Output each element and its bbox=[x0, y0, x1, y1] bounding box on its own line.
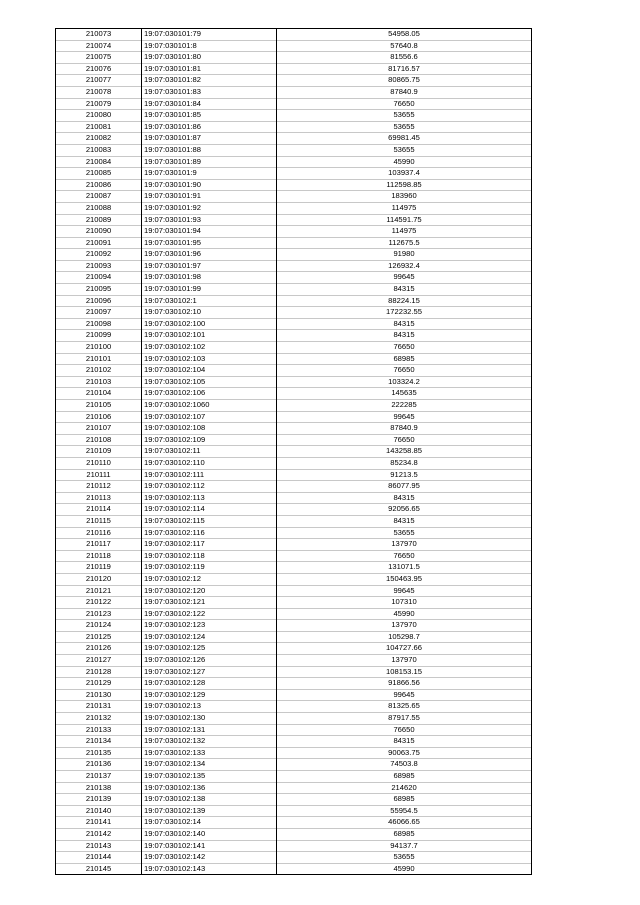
cadastral-number-cell: 19:07:030102:12 bbox=[142, 573, 277, 585]
table-row bbox=[56, 446, 532, 458]
cadastral-number-cell: 19:07:030101:94 bbox=[142, 226, 277, 238]
cadastral-value-cell: 137970 bbox=[277, 539, 532, 551]
cadastral-value-cell: 126932.4 bbox=[277, 260, 532, 272]
table-row bbox=[56, 840, 532, 852]
cadastral-value-cell: 45990 bbox=[277, 156, 532, 168]
table-row bbox=[56, 481, 532, 493]
cadastral-number-cell: 19:07:030102:128 bbox=[142, 678, 277, 690]
cadastral-number-cell: 19:07:030102:120 bbox=[142, 585, 277, 597]
cadastral-value-cell: 45990 bbox=[277, 608, 532, 620]
row-id-cell: 210137 bbox=[56, 771, 142, 783]
row-id-cell: 210142 bbox=[56, 828, 142, 840]
table-row bbox=[56, 782, 532, 794]
row-id-cell: 210129 bbox=[56, 678, 142, 690]
cadastral-number-cell: 19:07:030102:112 bbox=[142, 481, 277, 493]
cadastral-number-cell: 19:07:030101:8 bbox=[142, 40, 277, 52]
cadastral-value-cell: 92056.65 bbox=[277, 504, 532, 516]
row-id-cell: 210116 bbox=[56, 527, 142, 539]
table-row bbox=[56, 863, 532, 875]
cadastral-value-cell: 68985 bbox=[277, 353, 532, 365]
cadastral-value-cell: 112675.5 bbox=[277, 237, 532, 249]
row-id-cell: 210098 bbox=[56, 318, 142, 330]
row-id-cell: 210088 bbox=[56, 202, 142, 214]
cadastral-number-cell: 19:07:030102:122 bbox=[142, 608, 277, 620]
row-id-cell: 210093 bbox=[56, 260, 142, 272]
cadastral-value-cell: 90063.75 bbox=[277, 747, 532, 759]
table-row bbox=[56, 585, 532, 597]
cadastral-number-cell: 19:07:030102:107 bbox=[142, 411, 277, 423]
table-row bbox=[56, 342, 532, 354]
table-row bbox=[56, 63, 532, 75]
row-id-cell: 210107 bbox=[56, 423, 142, 435]
cadastral-number-cell: 19:07:030101:9 bbox=[142, 168, 277, 180]
row-id-cell: 210076 bbox=[56, 63, 142, 75]
row-id-cell: 210127 bbox=[56, 655, 142, 667]
row-id-cell: 210092 bbox=[56, 249, 142, 261]
row-id-cell: 210081 bbox=[56, 121, 142, 133]
table-row bbox=[56, 156, 532, 168]
table-row bbox=[56, 608, 532, 620]
table-row bbox=[56, 434, 532, 446]
cadastral-number-cell: 19:07:030102:129 bbox=[142, 689, 277, 701]
row-id-cell: 210108 bbox=[56, 434, 142, 446]
cadastral-value-cell: 105298.7 bbox=[277, 631, 532, 643]
cadastral-value-cell: 81325.65 bbox=[277, 701, 532, 713]
cadastral-value-cell: 137970 bbox=[277, 620, 532, 632]
table-row bbox=[56, 52, 532, 64]
cadastral-number-cell: 19:07:030102:131 bbox=[142, 724, 277, 736]
table-row bbox=[56, 550, 532, 562]
cadastral-number-cell: 19:07:030101:97 bbox=[142, 260, 277, 272]
cadastral-number-cell: 19:07:030102:123 bbox=[142, 620, 277, 632]
table-row bbox=[56, 573, 532, 585]
cadastral-value-cell: 214620 bbox=[277, 782, 532, 794]
cadastral-number-cell: 19:07:030102:101 bbox=[142, 330, 277, 342]
row-id-cell: 210079 bbox=[56, 98, 142, 110]
row-id-cell: 210111 bbox=[56, 469, 142, 481]
table-row bbox=[56, 121, 532, 133]
cadastral-value-cell: 91980 bbox=[277, 249, 532, 261]
cadastral-value-cell: 54958.05 bbox=[277, 29, 532, 41]
row-id-cell: 210097 bbox=[56, 307, 142, 319]
cadastral-value-cell: 107310 bbox=[277, 597, 532, 609]
table-row bbox=[56, 457, 532, 469]
table-row bbox=[56, 318, 532, 330]
cadastral-number-cell: 19:07:030101:82 bbox=[142, 75, 277, 87]
cadastral-number-cell: 19:07:030101:88 bbox=[142, 144, 277, 156]
table-row bbox=[56, 620, 532, 632]
row-id-cell: 210119 bbox=[56, 562, 142, 574]
cadastral-number-cell: 19:07:030101:93 bbox=[142, 214, 277, 226]
cadastral-number-cell: 19:07:030102:108 bbox=[142, 423, 277, 435]
cadastral-number-cell: 19:07:030102:10 bbox=[142, 307, 277, 319]
cadastral-value-cell: 68985 bbox=[277, 828, 532, 840]
cadastral-value-cell: 68985 bbox=[277, 794, 532, 806]
cadastral-value-cell: 143258.85 bbox=[277, 446, 532, 458]
table-row bbox=[56, 713, 532, 725]
table-row bbox=[56, 562, 532, 574]
cadastral-number-cell: 19:07:030102:132 bbox=[142, 736, 277, 748]
cadastral-number-cell: 19:07:030102:119 bbox=[142, 562, 277, 574]
cadastral-value-cell: 57640.8 bbox=[277, 40, 532, 52]
table-row bbox=[56, 226, 532, 238]
table-row bbox=[56, 631, 532, 643]
table-row bbox=[56, 411, 532, 423]
row-id-cell: 210128 bbox=[56, 666, 142, 678]
row-id-cell: 210135 bbox=[56, 747, 142, 759]
row-id-cell: 210120 bbox=[56, 573, 142, 585]
row-id-cell: 210085 bbox=[56, 168, 142, 180]
cadastral-number-cell: 19:07:030102:111 bbox=[142, 469, 277, 481]
row-id-cell: 210074 bbox=[56, 40, 142, 52]
cadastral-value-cell: 145635 bbox=[277, 388, 532, 400]
cadastral-value-cell: 45990 bbox=[277, 863, 532, 875]
cadastral-value-cell: 88224.15 bbox=[277, 295, 532, 307]
row-id-cell: 210118 bbox=[56, 550, 142, 562]
cadastral-number-cell: 19:07:030102:115 bbox=[142, 515, 277, 527]
table-row bbox=[56, 771, 532, 783]
cadastral-number-cell: 19:07:030102:134 bbox=[142, 759, 277, 771]
table-row bbox=[56, 86, 532, 98]
cadastral-number-cell: 19:07:030101:85 bbox=[142, 110, 277, 122]
cadastral-value-cell: 108153.15 bbox=[277, 666, 532, 678]
row-id-cell: 210103 bbox=[56, 376, 142, 388]
table-row bbox=[56, 423, 532, 435]
table-row bbox=[56, 168, 532, 180]
row-id-cell: 210105 bbox=[56, 400, 142, 412]
cadastral-number-cell: 19:07:030102:109 bbox=[142, 434, 277, 446]
table-row bbox=[56, 272, 532, 284]
table-row bbox=[56, 724, 532, 736]
cadastral-number-cell: 19:07:030102:100 bbox=[142, 318, 277, 330]
cadastral-value-cell: 86077.95 bbox=[277, 481, 532, 493]
cadastral-value-cell: 69981.45 bbox=[277, 133, 532, 145]
cadastral-value-cell: 94137.7 bbox=[277, 840, 532, 852]
cadastral-value-cell: 104727.66 bbox=[277, 643, 532, 655]
cadastral-value-cell: 76650 bbox=[277, 550, 532, 562]
row-id-cell: 210082 bbox=[56, 133, 142, 145]
row-id-cell: 210100 bbox=[56, 342, 142, 354]
cadastral-number-cell: 19:07:030102:124 bbox=[142, 631, 277, 643]
cadastral-value-cell: 91866.56 bbox=[277, 678, 532, 690]
table-row bbox=[56, 597, 532, 609]
cadastral-number-cell: 19:07:030102:143 bbox=[142, 863, 277, 875]
cadastral-number-cell: 19:07:030101:96 bbox=[142, 249, 277, 261]
cadastral-value-cell: 76650 bbox=[277, 98, 532, 110]
cadastral-value-cell: 80865.75 bbox=[277, 75, 532, 87]
cadastral-value-cell: 103937.4 bbox=[277, 168, 532, 180]
row-id-cell: 210143 bbox=[56, 840, 142, 852]
row-id-cell: 210091 bbox=[56, 237, 142, 249]
table-row bbox=[56, 666, 532, 678]
cadastral-number-cell: 19:07:030102:127 bbox=[142, 666, 277, 678]
cadastral-number-cell: 19:07:030102:102 bbox=[142, 342, 277, 354]
row-id-cell: 210131 bbox=[56, 701, 142, 713]
cadastral-number-cell: 19:07:030102:126 bbox=[142, 655, 277, 667]
cadastral-number-cell: 19:07:030102:121 bbox=[142, 597, 277, 609]
cadastral-number-cell: 19:07:030101:84 bbox=[142, 98, 277, 110]
cadastral-number-cell: 19:07:030101:92 bbox=[142, 202, 277, 214]
row-id-cell: 210084 bbox=[56, 156, 142, 168]
table-row bbox=[56, 295, 532, 307]
row-id-cell: 210089 bbox=[56, 214, 142, 226]
table-row bbox=[56, 492, 532, 504]
cadastral-number-cell: 19:07:030101:86 bbox=[142, 121, 277, 133]
table-row bbox=[56, 701, 532, 713]
cadastral-value-cell: 68985 bbox=[277, 771, 532, 783]
table-row bbox=[56, 214, 532, 226]
table-row bbox=[56, 284, 532, 296]
row-id-cell: 210134 bbox=[56, 736, 142, 748]
row-id-cell: 210075 bbox=[56, 52, 142, 64]
row-id-cell: 210087 bbox=[56, 191, 142, 203]
table-row bbox=[56, 191, 532, 203]
row-id-cell: 210138 bbox=[56, 782, 142, 794]
row-id-cell: 210124 bbox=[56, 620, 142, 632]
cadastral-number-cell: 19:07:030102:110 bbox=[142, 457, 277, 469]
cadastral-value-cell: 81556.6 bbox=[277, 52, 532, 64]
table-body bbox=[56, 29, 532, 875]
cadastral-number-cell: 19:07:030102:1060 bbox=[142, 400, 277, 412]
row-id-cell: 210080 bbox=[56, 110, 142, 122]
cadastral-number-cell: 19:07:030102:142 bbox=[142, 852, 277, 864]
row-id-cell: 210136 bbox=[56, 759, 142, 771]
cadastral-number-cell: 19:07:030102:116 bbox=[142, 527, 277, 539]
cadastral-value-cell: 87840.9 bbox=[277, 423, 532, 435]
table-row bbox=[56, 40, 532, 52]
cadastral-value-cell: 53655 bbox=[277, 121, 532, 133]
row-id-cell: 210101 bbox=[56, 353, 142, 365]
row-id-cell: 210123 bbox=[56, 608, 142, 620]
table-row bbox=[56, 144, 532, 156]
row-id-cell: 210110 bbox=[56, 457, 142, 469]
cadastral-number-cell: 19:07:030102:1 bbox=[142, 295, 277, 307]
cadastral-value-cell: 114975 bbox=[277, 202, 532, 214]
table-row bbox=[56, 643, 532, 655]
table-row bbox=[56, 515, 532, 527]
row-id-cell: 210132 bbox=[56, 713, 142, 725]
cadastral-number-cell: 19:07:030102:113 bbox=[142, 492, 277, 504]
table-row bbox=[56, 689, 532, 701]
table-row bbox=[56, 237, 532, 249]
cadastral-number-cell: 19:07:030102:140 bbox=[142, 828, 277, 840]
cadastral-value-cell: 131071.5 bbox=[277, 562, 532, 574]
cadastral-number-cell: 19:07:030101:98 bbox=[142, 272, 277, 284]
row-id-cell: 210122 bbox=[56, 597, 142, 609]
table-row bbox=[56, 376, 532, 388]
cadastral-number-cell: 19:07:030102:103 bbox=[142, 353, 277, 365]
row-id-cell: 210141 bbox=[56, 817, 142, 829]
cadastral-number-cell: 19:07:030102:104 bbox=[142, 365, 277, 377]
row-id-cell: 210125 bbox=[56, 631, 142, 643]
table-row bbox=[56, 678, 532, 690]
table-row bbox=[56, 29, 532, 41]
cadastral-number-cell: 19:07:030102:114 bbox=[142, 504, 277, 516]
cadastral-value-cell: 85234.8 bbox=[277, 457, 532, 469]
cadastral-number-cell: 19:07:030101:90 bbox=[142, 179, 277, 191]
cadastral-value-cell: 91213.5 bbox=[277, 469, 532, 481]
table-row bbox=[56, 133, 532, 145]
row-id-cell: 210144 bbox=[56, 852, 142, 864]
table-row bbox=[56, 260, 532, 272]
cadastral-value-cell: 84315 bbox=[277, 284, 532, 296]
cadastral-value-cell: 81716.57 bbox=[277, 63, 532, 75]
cadastral-number-cell: 19:07:030101:95 bbox=[142, 237, 277, 249]
cadastral-value-cell: 53655 bbox=[277, 852, 532, 864]
row-id-cell: 210090 bbox=[56, 226, 142, 238]
table-row bbox=[56, 98, 532, 110]
cadastral-value-cell: 53655 bbox=[277, 144, 532, 156]
table-row bbox=[56, 469, 532, 481]
table-row bbox=[56, 249, 532, 261]
row-id-cell: 210104 bbox=[56, 388, 142, 400]
row-id-cell: 210099 bbox=[56, 330, 142, 342]
cadastral-number-cell: 19:07:030102:125 bbox=[142, 643, 277, 655]
row-id-cell: 210139 bbox=[56, 794, 142, 806]
cadastral-value-cell: 76650 bbox=[277, 342, 532, 354]
table-row bbox=[56, 365, 532, 377]
cadastral-value-cell: 222285 bbox=[277, 400, 532, 412]
cadastral-number-cell: 19:07:030102:105 bbox=[142, 376, 277, 388]
cadastral-value-cell: 99645 bbox=[277, 272, 532, 284]
document-page bbox=[55, 28, 531, 875]
row-id-cell: 210117 bbox=[56, 539, 142, 551]
table-row bbox=[56, 110, 532, 122]
cadastral-value-cell: 84315 bbox=[277, 318, 532, 330]
table-row bbox=[56, 202, 532, 214]
row-id-cell: 210133 bbox=[56, 724, 142, 736]
cadastral-value-cell: 183960 bbox=[277, 191, 532, 203]
cadastral-number-cell: 19:07:030102:135 bbox=[142, 771, 277, 783]
table-row bbox=[56, 747, 532, 759]
row-id-cell: 210113 bbox=[56, 492, 142, 504]
table-row bbox=[56, 353, 532, 365]
cadastral-value-cell: 74503.8 bbox=[277, 759, 532, 771]
row-id-cell: 210077 bbox=[56, 75, 142, 87]
cadastral-number-cell: 19:07:030101:79 bbox=[142, 29, 277, 41]
cadastral-value-cell: 150463.95 bbox=[277, 573, 532, 585]
row-id-cell: 210096 bbox=[56, 295, 142, 307]
table-row bbox=[56, 852, 532, 864]
cadastral-number-cell: 19:07:030102:106 bbox=[142, 388, 277, 400]
cadastral-value-cell: 114975 bbox=[277, 226, 532, 238]
row-id-cell: 210145 bbox=[56, 863, 142, 875]
cadastral-number-cell: 19:07:030101:80 bbox=[142, 52, 277, 64]
cadastral-number-cell: 19:07:030102:136 bbox=[142, 782, 277, 794]
cadastral-number-cell: 19:07:030101:83 bbox=[142, 86, 277, 98]
row-id-cell: 210094 bbox=[56, 272, 142, 284]
cadastral-value-cell: 46066.65 bbox=[277, 817, 532, 829]
cadastral-value-table bbox=[55, 28, 532, 875]
cadastral-number-cell: 19:07:030101:91 bbox=[142, 191, 277, 203]
cadastral-value-cell: 172232.55 bbox=[277, 307, 532, 319]
row-id-cell: 210102 bbox=[56, 365, 142, 377]
row-id-cell: 210140 bbox=[56, 805, 142, 817]
table-row bbox=[56, 817, 532, 829]
cadastral-value-cell: 53655 bbox=[277, 527, 532, 539]
row-id-cell: 210130 bbox=[56, 689, 142, 701]
table-row bbox=[56, 805, 532, 817]
row-id-cell: 210126 bbox=[56, 643, 142, 655]
cadastral-number-cell: 19:07:030102:13 bbox=[142, 701, 277, 713]
row-id-cell: 210121 bbox=[56, 585, 142, 597]
cadastral-value-cell: 76650 bbox=[277, 434, 532, 446]
table-row bbox=[56, 539, 532, 551]
row-id-cell: 210078 bbox=[56, 86, 142, 98]
cadastral-value-cell: 137970 bbox=[277, 655, 532, 667]
cadastral-value-cell: 112598.85 bbox=[277, 179, 532, 191]
cadastral-number-cell: 19:07:030101:89 bbox=[142, 156, 277, 168]
cadastral-value-cell: 99645 bbox=[277, 585, 532, 597]
cadastral-value-cell: 84315 bbox=[277, 736, 532, 748]
cadastral-number-cell: 19:07:030101:99 bbox=[142, 284, 277, 296]
cadastral-value-cell: 55954.5 bbox=[277, 805, 532, 817]
row-id-cell: 210115 bbox=[56, 515, 142, 527]
row-id-cell: 210112 bbox=[56, 481, 142, 493]
cadastral-value-cell: 76650 bbox=[277, 365, 532, 377]
cadastral-value-cell: 99645 bbox=[277, 411, 532, 423]
cadastral-number-cell: 19:07:030101:87 bbox=[142, 133, 277, 145]
cadastral-value-cell: 84315 bbox=[277, 330, 532, 342]
row-id-cell: 210106 bbox=[56, 411, 142, 423]
row-id-cell: 210086 bbox=[56, 179, 142, 191]
table-row bbox=[56, 794, 532, 806]
cadastral-number-cell: 19:07:030102:133 bbox=[142, 747, 277, 759]
table-row bbox=[56, 828, 532, 840]
cadastral-value-cell: 99645 bbox=[277, 689, 532, 701]
table-row bbox=[56, 759, 532, 771]
cadastral-value-cell: 53655 bbox=[277, 110, 532, 122]
table-row bbox=[56, 504, 532, 516]
table-row bbox=[56, 736, 532, 748]
row-id-cell: 210073 bbox=[56, 29, 142, 41]
cadastral-number-cell: 19:07:030102:117 bbox=[142, 539, 277, 551]
cadastral-value-cell: 76650 bbox=[277, 724, 532, 736]
cadastral-number-cell: 19:07:030102:14 bbox=[142, 817, 277, 829]
row-id-cell: 210109 bbox=[56, 446, 142, 458]
cadastral-number-cell: 19:07:030102:11 bbox=[142, 446, 277, 458]
cadastral-number-cell: 19:07:030102:139 bbox=[142, 805, 277, 817]
row-id-cell: 210083 bbox=[56, 144, 142, 156]
cadastral-value-cell: 87917.55 bbox=[277, 713, 532, 725]
row-id-cell: 210114 bbox=[56, 504, 142, 516]
table-row bbox=[56, 75, 532, 87]
cadastral-number-cell: 19:07:030102:141 bbox=[142, 840, 277, 852]
cadastral-value-cell: 84315 bbox=[277, 515, 532, 527]
table-row bbox=[56, 330, 532, 342]
cadastral-value-cell: 84315 bbox=[277, 492, 532, 504]
cadastral-value-cell: 87840.9 bbox=[277, 86, 532, 98]
table-row bbox=[56, 179, 532, 191]
cadastral-value-cell: 103324.2 bbox=[277, 376, 532, 388]
table-row bbox=[56, 400, 532, 412]
cadastral-number-cell: 19:07:030102:118 bbox=[142, 550, 277, 562]
cadastral-number-cell: 19:07:030102:130 bbox=[142, 713, 277, 725]
table-row bbox=[56, 388, 532, 400]
row-id-cell: 210095 bbox=[56, 284, 142, 296]
cadastral-value-cell: 114591.75 bbox=[277, 214, 532, 226]
table-row bbox=[56, 307, 532, 319]
cadastral-number-cell: 19:07:030101:81 bbox=[142, 63, 277, 75]
table-row bbox=[56, 527, 532, 539]
table-row bbox=[56, 655, 532, 667]
cadastral-number-cell: 19:07:030102:138 bbox=[142, 794, 277, 806]
